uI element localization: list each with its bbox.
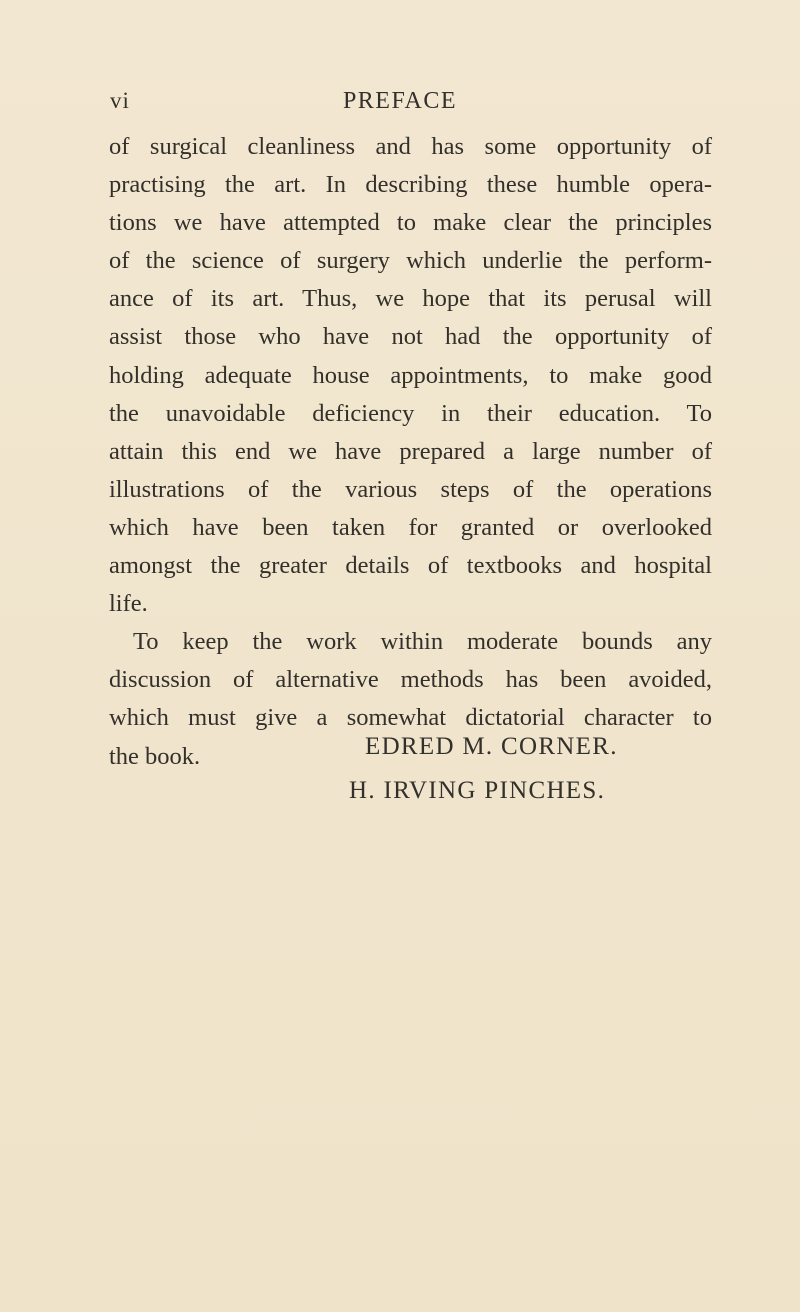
author-signature: EDRED M. CORNER. — [365, 733, 618, 760]
text-line: the book. — [109, 742, 201, 770]
text-line: ance of its art. Thus, we hope that its perusal will — [109, 285, 712, 313]
running-title: PREFACE — [342, 88, 458, 114]
text-line: holding adequate house appointments, to make good — [109, 361, 712, 389]
signature-block — [0, 725, 800, 813]
text-line: which have been taken for granted or overlooked — [109, 513, 712, 541]
author-signature: H. IRVING PINCHES. — [349, 777, 606, 804]
text-line: attain this end we have prepared a large number of — [109, 437, 712, 465]
text-line: of surgical cleanliness and has some opportunity of — [109, 133, 712, 160]
page-number: vi — [110, 88, 130, 113]
paragraph-start-line: To keep the work within moderate bounds any — [133, 628, 712, 656]
text-line: amongst the greater details of textbooks and hospital — [109, 552, 712, 580]
text-line: of the science of surgery which underlie the perform- — [109, 247, 712, 275]
page-header — [0, 88, 800, 122]
text-line: assist those who have not had the opportunity of — [109, 323, 712, 351]
text-line: life. — [109, 590, 148, 618]
text-line: the unavoidable deficiency in their education. To — [109, 399, 712, 427]
text-line: illustrations of the various steps of the operations — [109, 475, 712, 503]
preface-body — [109, 128, 712, 776]
text-line: practising the art. In describing these humble opera- — [109, 171, 712, 199]
text-line: which must give a somewhat dictatorial character to — [109, 704, 712, 732]
text-line: discussion of alternative methods has been avoided, — [109, 666, 712, 694]
text-line: tions we have attempted to make clear the principles — [109, 209, 712, 237]
